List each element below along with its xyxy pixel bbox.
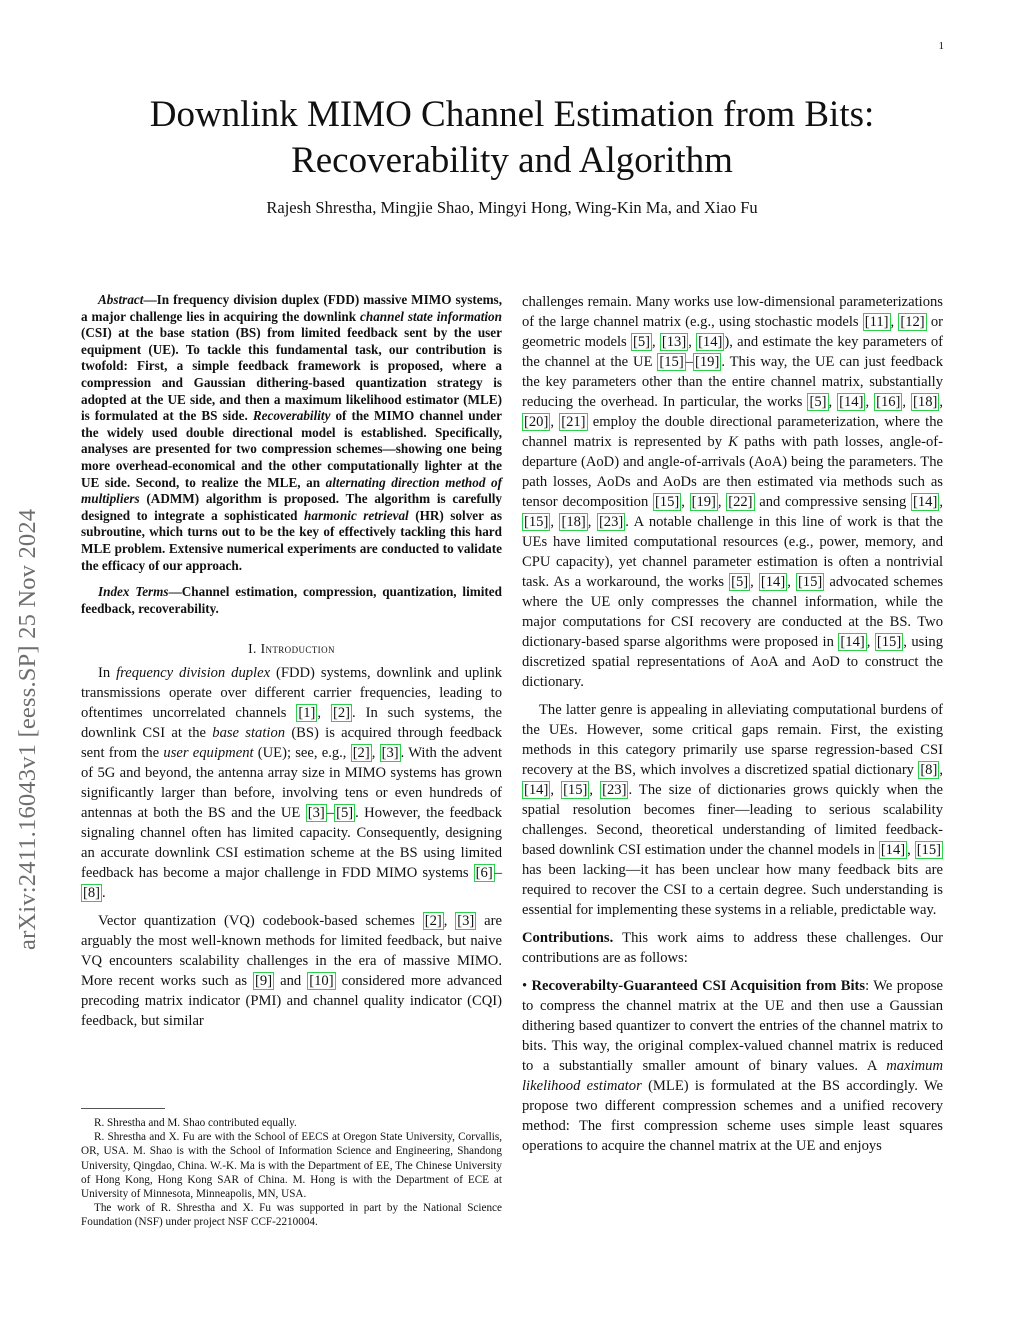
text-span: . A notable challenge in this line of work is that the UEs have limited computational resources (e.g., power, memory, and CPU capacity), yet channel parameter estimation is often a nontrivial task. As a workaround, the works: [522, 514, 943, 590]
text-span: . However, the feedback signaling channel often has limited capacity. Consequently, designing an accurate downlink CSI estimation scheme at the BS using limited feedback has become a major challenge in FDD MIMO systems: [81, 805, 502, 882]
title-line-1: Downlink MIMO Channel Estimation from Bits:: [149, 94, 875, 135]
citation-link[interactable]: [13]: [661, 334, 687, 350]
text-span: ,: [866, 634, 875, 650]
citation-link[interactable]: [8]: [920, 762, 938, 778]
index-terms-label: Index Terms: [98, 584, 169, 600]
text-span: and: [274, 973, 308, 990]
text-span: ,: [902, 394, 912, 410]
emph-span: frequency division duplex: [116, 665, 271, 682]
text-span: ,: [865, 394, 875, 410]
text-span: Vector quantization (VQ) codebook-based schemes: [98, 913, 423, 930]
text-span: This work aims to address these challenges. Our contributions are as follows:: [522, 930, 943, 966]
citation-link[interactable]: [1]: [298, 705, 316, 722]
text-span: ,: [688, 334, 697, 350]
citation-link[interactable]: [10]: [309, 973, 334, 990]
page-number: 1: [938, 40, 944, 52]
text-span: or geometric models: [522, 314, 943, 350]
text-span: The latter genre is appealing in alleviating computational burdens of the UEs. However, some critical gaps remain. First, the existing methods in this category primarily use sparse regression-based CSI recovery at the BS, which involves a discretized spatial dictionary: [522, 702, 943, 778]
citation-link[interactable]: [3]: [457, 913, 475, 930]
text-span: ,: [550, 414, 560, 430]
abstract-span: of the MIMO channel under the widely used double directional model is established. Specifically, analyses are presented for two compression schemes—showing one being more overhead-economical and the other computationally lighter at the UE side. Second, to realize the MLE, an: [81, 408, 503, 490]
left-column: [81, 292, 502, 1031]
text-span: . The size of dictionaries grows quickly when the spatial resolution becomes finer—leading to serious scalability challenges. Second, theoretical understanding of limited feedback-based downlink CSI estimation under the channel models in: [522, 782, 944, 858]
abstract-emph: alternating direction method of multipliers: [81, 474, 502, 507]
section-number: I.: [248, 641, 257, 657]
index-terms-text: —Channel estimation, compression, quantization, limited feedback, recoverability.: [81, 584, 502, 616]
citation-link[interactable]: [15]: [654, 494, 680, 510]
text-span: In: [98, 665, 117, 682]
citation-link[interactable]: [5]: [731, 574, 749, 590]
abstract-text: [81, 292, 502, 574]
footnote-divider: [81, 1108, 165, 1109]
arxiv-identifier: arXiv:2411.16043v1 [eess.SP] 25 Nov 2024: [14, 508, 41, 950]
citation-link[interactable]: [14]: [760, 574, 786, 590]
paper-title: [0, 92, 1024, 184]
citation-link[interactable]: [12]: [900, 314, 925, 330]
emph-span: user equipment: [163, 745, 254, 762]
text-span: . With the advent of 5G and beyond, the antenna array size in MIMO systems has grown significantly larger than before, involving tens or even hundreds of antennas at both the BS and the UE: [81, 745, 503, 822]
text-span: ,: [651, 334, 660, 350]
text-span: –: [326, 805, 335, 822]
citation-link[interactable]: [2]: [332, 705, 351, 722]
text-span: ), and estimate the key parameters of the channel at the UE: [522, 334, 943, 370]
citation-link[interactable]: [15]: [659, 354, 684, 370]
footnote-2: R. Shrestha and X. Fu are with the School of EECS at Oregon State University, Corvallis, OR, USA. M. Shao is with the School of Information Science and Engineering, Shandong University, Qingdao, China. W.-K. Ma is with the Department of EE, The Chinese University of Hong Kong, Hong Kong SAR of China. M. Hong is with the Department of ECE at University of Minnesota, Minneapolis, MN, USA.: [81, 1131, 502, 1201]
abstract: [81, 292, 502, 617]
text-span: (UE); see, e.g.,: [253, 745, 351, 762]
citation-link[interactable]: [23]: [602, 782, 627, 798]
bullet-label: Recoverabilty-Guaranteed CSI Acquisition from Bits: [527, 978, 866, 994]
abstract-emph: Recoverability: [252, 408, 331, 424]
text-span: ,: [828, 394, 838, 410]
text-span: , using discretized spatial representations of AoA and AoD to construct the dictionary.: [522, 634, 943, 690]
text-span: ,: [550, 782, 562, 798]
bullet-icon: •: [522, 978, 528, 994]
abstract-span: (HR) solver as subroutine, which turns out to be the key of effectively tackling this hard MLE problem. Extensive numerical experiments are conducted to validate the efficacy of our approach.: [81, 507, 502, 573]
index-terms: [81, 584, 502, 617]
footnote-3: The work of R. Shrestha and X. Fu was supported in part by the National Science Foundation (NSF) under project NSF CCF-2210004.: [81, 1202, 502, 1229]
text-span: ,: [550, 514, 560, 530]
citation-link[interactable]: [18]: [913, 394, 938, 410]
text-span: ,: [317, 705, 331, 722]
intro-paragraph-2: [81, 911, 502, 1031]
right-column: [522, 292, 943, 1156]
citation-link[interactable]: [5]: [336, 805, 354, 822]
text-span: ,: [750, 574, 759, 590]
citation-link[interactable]: [15]: [524, 514, 549, 530]
contributions-paragraph: [522, 928, 943, 968]
text-span: ,: [907, 842, 915, 858]
citation-link[interactable]: [9]: [255, 973, 273, 990]
title-line-2: Recoverability and Algorithm: [291, 140, 733, 181]
citation-link[interactable]: [14]: [840, 634, 865, 650]
text-span: are arguably the most well-known methods for limited feedback, but naive VQ encounters scalability challenges in the era of massive MIMO. More recent works such as: [81, 913, 502, 990]
intro-paragraph-1: [81, 663, 502, 903]
text-span: ,: [589, 782, 601, 798]
text-span: (MLE) is formulated at the BS accordingly. We propose two different compression schemes and a unified recovery method: The first compression scheme uses simple least squares operations to acquire the channel matrix at the UE and enjoys: [522, 1078, 943, 1154]
text-span: .: [102, 885, 106, 902]
citation-link[interactable]: [22]: [728, 494, 753, 510]
citation-link[interactable]: [8]: [83, 885, 101, 902]
text-span: (BS) is acquired through feedback sent from the: [81, 725, 502, 762]
citation-link[interactable]: [15]: [876, 634, 902, 650]
emph-span: maximum likelihood estimator: [522, 1058, 943, 1094]
author-list: Rajesh Shrestha, Mingjie Shao, Mingyi Hong, Wing-Kin Ma, and Xiao Fu: [266, 198, 758, 217]
text-span: employ the double directional parameterization, where the channel matrix is represented by: [522, 414, 943, 450]
text-span: ,: [717, 494, 727, 510]
right-paragraph-2: [522, 700, 943, 920]
citation-link[interactable]: [15]: [797, 574, 823, 590]
text-span: ,: [681, 494, 690, 510]
text-span: considered more advanced precoding matrix indicator (PMI) and channel quality indicator (CQI) feedback, but similar: [81, 973, 502, 1030]
citation-link[interactable]: [19]: [691, 494, 716, 510]
text-span: (FDD) systems, downlink and uplink transmissions operate over different carrier frequencies, leading to oftentimes uncorrelated channels: [81, 665, 502, 722]
text-span: has been lacking—it has been unclear how many feedback bits are required to recover the CSI to a certain degree. Such understanding is essential for implementing these systems in a reliable, predictable way.: [522, 862, 943, 918]
citation-link[interactable]: [14]: [880, 842, 906, 858]
text-span: paths with path losses, angle-of-departure (AoD) and angle-of-arrivals (AoA) being the parameters. The path losses, AoDs and AoDs are then estimated via methods such as tensor decomposition: [522, 434, 943, 510]
abstract-span: (ADMM) algorithm is proposed. The algorithm is carefully designed to integrate a sophisticated: [81, 491, 502, 523]
text-span: ,: [939, 762, 943, 778]
citation-link[interactable]: [18]: [561, 514, 586, 530]
citation-link[interactable]: [6]: [475, 865, 493, 882]
intro-body: [81, 663, 502, 1031]
citation-link[interactable]: [16]: [876, 394, 901, 410]
math-symbol-k: K: [728, 434, 738, 450]
footnote-1: R. Shrestha and M. Shao contributed equally.: [94, 1117, 297, 1129]
text-span: –: [494, 865, 502, 882]
citation-link[interactable]: [14]: [913, 494, 938, 510]
citation-link[interactable]: [2]: [352, 745, 370, 762]
citation-link[interactable]: [20]: [524, 414, 549, 430]
citation-link[interactable]: [11]: [864, 314, 889, 330]
text-span: ,: [443, 913, 456, 930]
citation-link[interactable]: [21]: [561, 414, 586, 430]
section-title: Introduction: [260, 641, 335, 657]
citation-link[interactable]: [19]: [694, 354, 720, 370]
abstract-emph: harmonic retrieval: [304, 507, 409, 523]
citation-link[interactable]: [2]: [424, 913, 442, 930]
text-span: ,: [371, 745, 380, 762]
citation-link[interactable]: [14]: [698, 334, 723, 350]
text-span: advocated schemes where the UE only compresses the channel information, while the major computations for CSI recovery are conducted at the BS. Two dictionary-based sparse algorithms were proposed in: [522, 574, 943, 650]
citation-link[interactable]: [15]: [916, 842, 942, 858]
text-span: –: [685, 354, 693, 370]
abstract-span: —In frequency division duplex (FDD) massive MIMO systems, a major challenge lies in acquiring the downlink: [81, 292, 502, 324]
citation-link[interactable]: [15]: [563, 782, 588, 798]
text-span: . This way, the UE can just feedback the key parameters other than the entire channel matrix, substantially reducing the overhead. In particular, the works: [522, 354, 943, 410]
citation-link[interactable]: [14]: [524, 782, 549, 798]
citation-link[interactable]: [5]: [632, 334, 650, 350]
abstract-span: (CSI) at the base station (BS) from limited feedback sent by the user equipment (UE). To tackle this fundamental task, our contribution is twofold: First, a simple feedback framework is proposed, where a compression and Gaussian dithering-based quantization strategy is adopted at the UE side, and then a maximum likelihood estimator (MLE) is formulated at the BS side.: [81, 325, 502, 424]
citation-link[interactable]: [14]: [839, 394, 864, 410]
abstract-emph: channel state information: [360, 308, 502, 324]
citation-link[interactable]: [23]: [598, 514, 624, 530]
section-heading-introduction: [81, 641, 502, 657]
text-span: ,: [939, 394, 944, 410]
text-span: ,: [890, 314, 899, 330]
text-span: . In such systems, the downlink CSI at the: [81, 705, 502, 742]
citation-link[interactable]: [3]: [307, 805, 325, 822]
citation-link[interactable]: [3]: [381, 745, 399, 762]
text-span: ,: [939, 494, 943, 510]
text-span: ,: [787, 574, 796, 590]
text-span: challenges remain. Many works use low-dimensional parameterizations of the large channel matrix (e.g., using stochastic models: [522, 294, 943, 330]
footnotes: [81, 1116, 502, 1230]
abstract-label: Abstract: [98, 292, 144, 307]
text-span: ,: [587, 514, 597, 530]
right-paragraph-1: [522, 292, 943, 692]
citation-link[interactable]: [5]: [809, 394, 827, 410]
text-span: and compressive sensing: [754, 494, 912, 510]
text-span: : We propose to compress the channel matrix at the UE and then use a Gaussian dithering based quantizer to convert the entries of the channel matrix to bits. This way, the original complex-valued channel matrix is reduced to a substantially smaller amount of binary values. A: [522, 978, 943, 1074]
contribution-bullet-1: [522, 976, 943, 1156]
emph-span: base station: [212, 725, 286, 742]
contributions-label: Contributions.: [522, 930, 614, 946]
